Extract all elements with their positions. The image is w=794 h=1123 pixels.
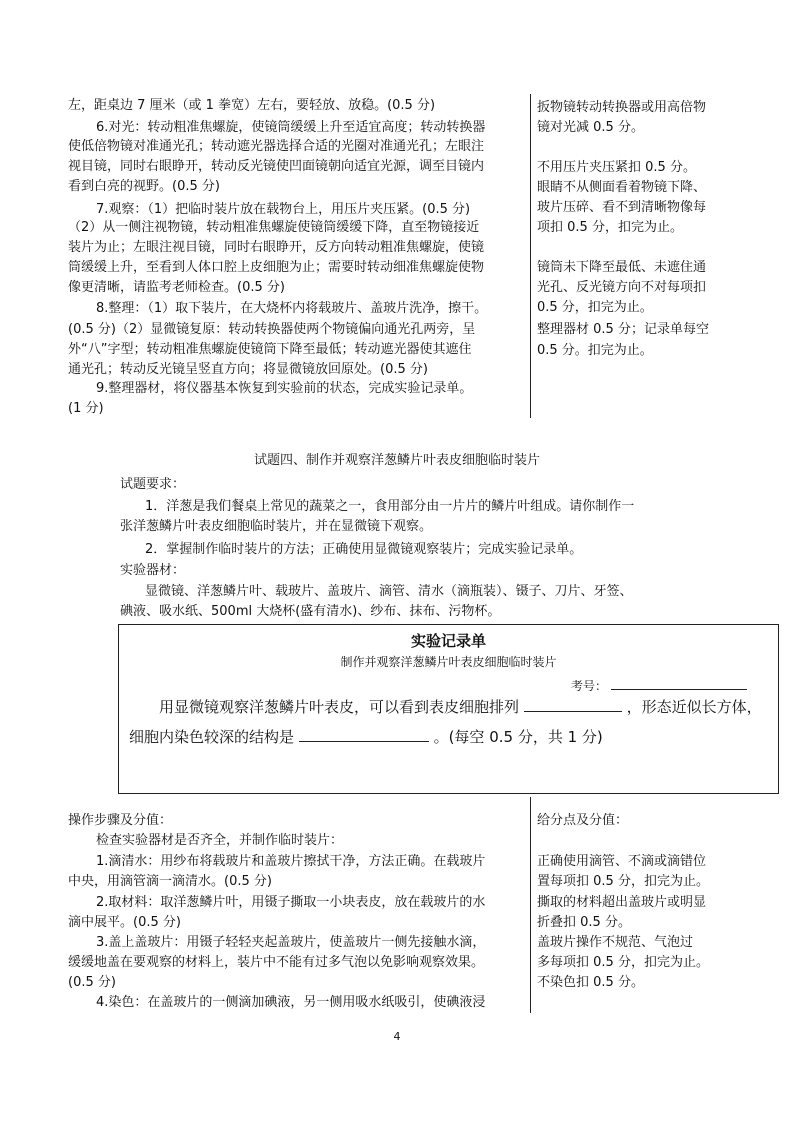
material-line: 显微镜、洋葱鳞片叶、载玻片、盖玻片、滴管、清水（滴瓶装）、镊子、刀片、牙签、 <box>145 584 633 599</box>
exam-title: 试题四、制作并观察洋葱鳞片叶表皮细胞临时装片 <box>253 453 540 468</box>
text-line: 4.染色：在盖玻片的一侧滴加碘液，另一侧用吸水纸吸引，使碘液浸 <box>96 995 486 1010</box>
right-header: 给分点及分值： <box>537 813 629 828</box>
text-line: 看到白亮的视野。(0.5 分) <box>68 179 220 194</box>
text-line: 中央，用滴管滴一滴清水。(0.5 分) <box>68 874 272 889</box>
text-line: 撕取的材料超出盖玻片或明显 <box>537 895 707 910</box>
text-line: （2）从一侧注视物镜，转动粗准焦螺旋使镜筒缓缓下降，直至物镜接近 <box>68 220 480 235</box>
text-line: 使低倍物镜对准通光孔；转动遮光器选择合适的光圈对准通光孔；左眼注 <box>68 139 485 154</box>
text-line: 光孔、反光镜方向不对每项扣 <box>537 280 707 295</box>
text-line: 像更清晰，请监考老师检查。(0.5 分) <box>68 280 285 295</box>
text-line: (0.5 分) <box>68 975 116 990</box>
text-line: 正确使用滴管、不滴或滴错位 <box>537 854 707 869</box>
question-text: 用显微镜观察洋葱鳞片叶表皮，可以看到表皮细胞排列 <box>159 698 520 716</box>
requirement-line: 张洋葱鳞片叶表皮细胞临时装片，并在显微镜下观察。 <box>120 519 433 534</box>
text-line: 6.对光：转动粗准焦螺旋，使镜筒缓缓上升至适宜高度；转动转换器 <box>96 120 486 135</box>
text-line: 2.取材料：取洋葱鳞片叶，用镊子撕取一小块表皮，放在载玻片的水 <box>96 895 486 910</box>
material-line: 碘液、吸水纸、500ml 大烧杯(盛有清水)、纱布、抹布、污物杯。 <box>120 604 501 619</box>
text-line: 外“八”字型；转动粗准焦螺旋使镜筒下降至最低；转动遮光器使其遮住 <box>68 342 472 357</box>
text-line: 缓缓地盖在要观察的材料上，装片中不能有过多气泡以免影响观察效果。 <box>68 955 485 970</box>
text-line: 多每项扣 0.5 分，扣完为止。 <box>537 955 709 970</box>
text-line: 整理器材 0.5 分；记录单每空 <box>537 322 709 337</box>
text-line: 8.整理：（1）取下装片，在大烧杯内将载玻片、盖玻片洗净，擦干。 <box>96 301 488 316</box>
text-line: 不染色扣 0.5 分。 <box>537 975 644 990</box>
text-line: 通光孔；转动反光镜呈竖直方向；将显微镜放回原处。(0.5 分) <box>68 362 428 377</box>
answer-blank-2[interactable] <box>299 725 429 742</box>
text-line: 扳物镜转动转换器或用高倍物 <box>537 100 707 115</box>
answer-blank-1[interactable] <box>524 695 622 712</box>
text-line: 3.盖上盖玻片：用镊子轻轻夹起盖玻片，使盖玻片一侧先接触水滴， <box>96 935 486 950</box>
text-line: 筒缓缓上升，至看到人体口腔上皮细胞为止；需要时转动细准焦螺旋使物 <box>68 260 485 275</box>
text-line: 7.观察：（1）把临时装片放在载物台上，用压片夹压紧。(0.5 分) <box>96 202 471 217</box>
text-line: 折叠扣 0.5 分。 <box>537 915 631 930</box>
text-line: 装片为止；左眼注视目镜，同时右眼睁开，反方向转动粗准焦螺旋，使镜 <box>68 240 485 255</box>
materials-label: 实验器材： <box>120 563 186 578</box>
text-line: 视目镜，同时右眼睁开，转动反光镜使凹面镜朝向适宜光源，调至目镜内 <box>68 159 485 174</box>
text-line: 0.5 分，扣完为止。 <box>537 300 653 315</box>
question-text: ，形态近似长方体， <box>626 698 762 716</box>
text-line: 左，距桌边 7 厘米（或 1 拳宽）左右，要轻放、放稳。(0.5 分) <box>68 98 436 113</box>
record-title: 实验记录单 <box>410 632 486 650</box>
record-sheet-box <box>118 624 779 794</box>
question-line-1 <box>159 695 762 719</box>
column-divider <box>530 94 531 418</box>
requirement-line: 2．掌握制作临时装片的方法；正确使用显微镜观察装片；完成实验记录单。 <box>145 542 583 557</box>
text-line: 1.滴清水：用纱布将载玻片和盖玻片擦拭干净，方法正确。在载玻片 <box>96 854 486 869</box>
question-text: 。(每空 0.5 分，共 1 分) <box>433 728 603 746</box>
text-line: (0.5 分)（2）显微镜复原：转动转换器使两个物镜偏向通光孔两旁，呈 <box>68 322 476 337</box>
left-header: 操作步骤及分值： <box>68 813 173 828</box>
text-line: (1 分) <box>68 401 104 416</box>
text-line: 0.5 分。扣完为止。 <box>537 343 653 358</box>
exam-number-field[interactable] <box>611 673 747 690</box>
text-line: 项扣 0.5 分，扣完为止。 <box>537 220 683 235</box>
text-line: 盖玻片操作不规范、气泡过 <box>537 935 694 950</box>
text-line: 检查实验器材是否齐全，并制作临时装片： <box>96 833 344 848</box>
text-line: 9.整理器材，将仪器基本恢复到实验前的状态，完成实验记录单。 <box>96 381 473 396</box>
exam-number-label: 考号： <box>571 679 608 693</box>
column-divider <box>530 797 531 1013</box>
text-line: 眼睛不从侧面看着物镜下降、 <box>537 180 707 195</box>
question-line-2 <box>129 725 603 749</box>
text-line: 不用压片夹压紧扣 0.5 分。 <box>537 160 696 175</box>
text-line: 滴中展平。(0.5 分) <box>68 915 181 930</box>
question-text: 细胞内染色较深的结构是 <box>129 728 295 746</box>
requirement-line: 1．洋葱是我们餐桌上常见的蔬菜之一，食用部分由一片片的鳞片叶组成。请你制作一 <box>145 499 635 514</box>
exam-number-row <box>571 673 747 695</box>
page-number: 4 <box>393 1030 401 1043</box>
text-line: 玻片压碎、看不到清晰物像每 <box>537 200 707 215</box>
text-line: 镜筒未下降至最低、未遮住通 <box>537 260 707 275</box>
record-subtitle: 制作并观察洋葱鳞片叶表皮细胞临时装片 <box>340 655 557 669</box>
text-line: 置每项扣 0.5 分，扣完为止。 <box>537 874 709 889</box>
requirements-label: 试题要求： <box>120 477 186 492</box>
text-line: 镜对光减 0.5 分。 <box>537 120 644 135</box>
